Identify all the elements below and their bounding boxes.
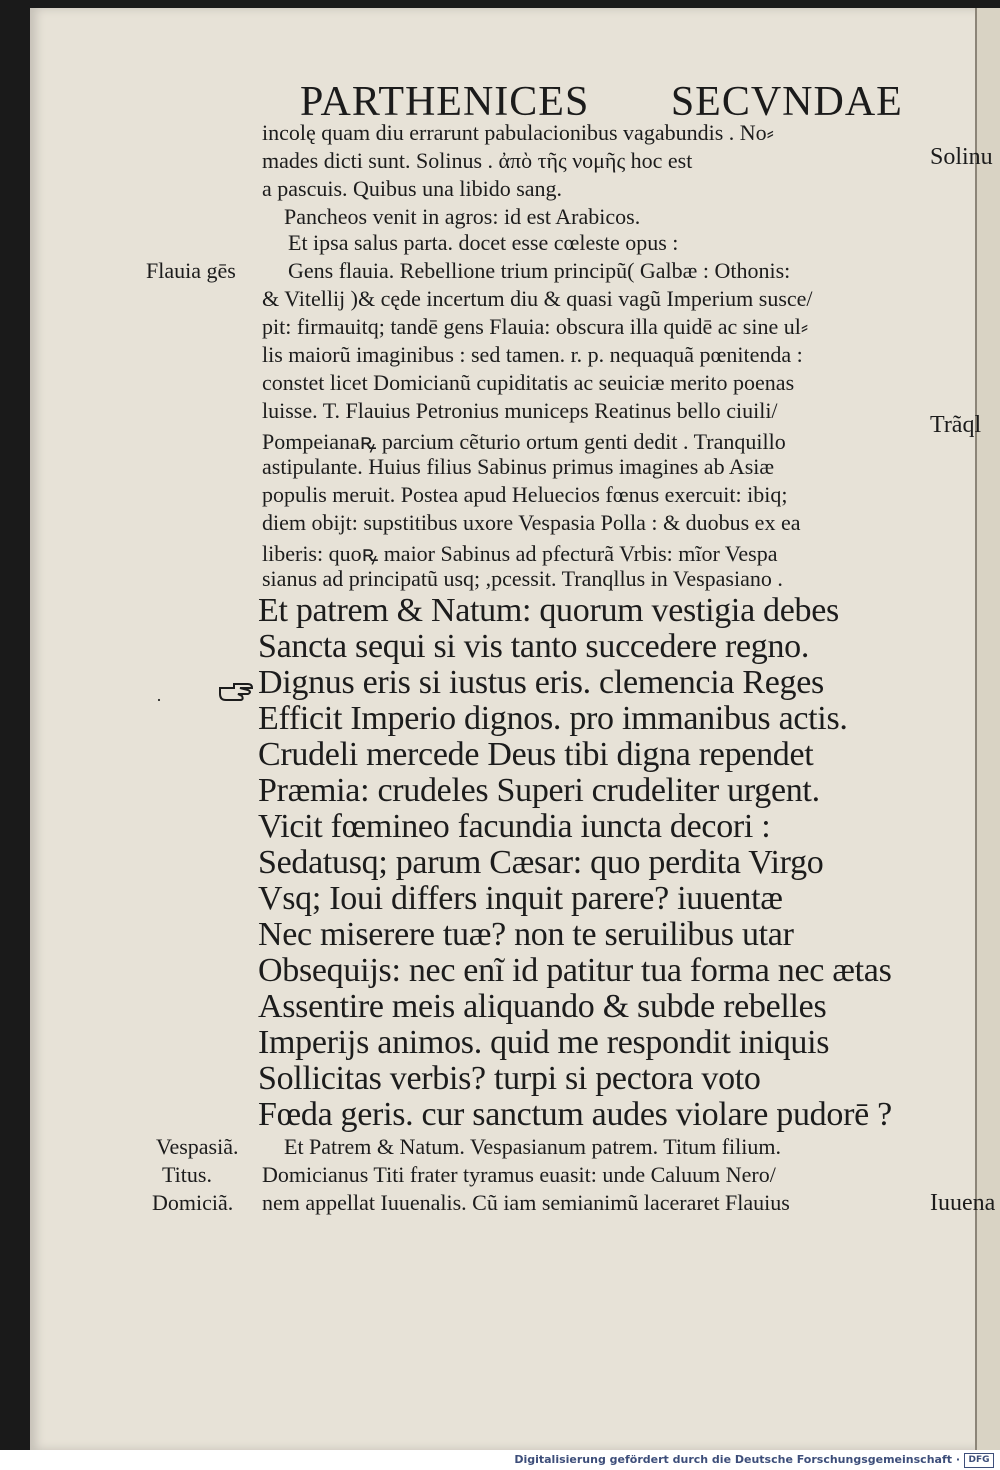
commentary-line: luisse. T. Flauius Petronius municeps Reatinus bello ciuili/ [262, 398, 778, 423]
commentary-line: Et Patrem & Natum. Vespasianum patrem. Titum filium. [284, 1134, 782, 1159]
verse-line: Dignus eris si iustus eris. clemencia Reges [258, 664, 824, 701]
margin-note-vespasia: Vespasiã. [156, 1134, 239, 1159]
commentary-line: mades dicti sunt. Solinus . ἀπὸ τῆς νομῆς hoc est [262, 148, 693, 173]
margin-note-iuuena: Iuuena [930, 1190, 996, 1216]
footer-text: Digitalisierung gefördert durch die Deutsche Forschungsgemeinschaft · [514, 1453, 960, 1466]
commentary-line: Pancheos venit in agros: id est Arabicos. [284, 204, 641, 229]
commentary-line: Gens flauia. Rebellione trium principũ( Galbæ : Othonis: [288, 258, 791, 283]
verse-line: Fœda geris. cur sanctum audes violare pudorē ? [258, 1096, 892, 1133]
commentary-line: diem obĳt: supstitibus uxore Vespasia Polla : & duobus ex ea [262, 510, 801, 535]
commentary-line: constet licet Domicianũ cupiditatis ac seuiciæ merito poenas [262, 370, 795, 395]
verse-line: Nec miserere tuæ? non te seruilibus utar [258, 916, 794, 953]
margin-note-titus: Titus. [162, 1162, 212, 1187]
manicule-icon [218, 678, 254, 706]
commentary-line: sianus ad principatũ usq; ,pcessit. Tranqllus in Vespasiano . [262, 566, 783, 591]
commentary-line: incolę quam diu errarunt pabulacionibus vagabundis . No⸗ [262, 120, 774, 145]
margin-dot: · [156, 690, 162, 710]
commentary-line: Domicianus Titi frater tyramus euasit: unde Caluum Nero/ [262, 1162, 776, 1187]
commentary-line: & Vitellĳ )& cęde incertum diu & quasi vagũ Imperium susce/ [262, 286, 813, 311]
header-word-2: SECVNDAE [670, 79, 903, 125]
verse-line: Vicit fœmineo facundia iuncta decori : [258, 808, 771, 845]
commentary-line: liberis: quoꝶ maior Sabinus ad pfecturã Vrbis: mĩor Vespa [262, 541, 778, 566]
running-header [300, 78, 903, 126]
verse-line: Efficit Imperio dignos. pro immanibus actis. [258, 700, 848, 737]
margin-note-flauia: Flauia gēs [146, 258, 236, 283]
dfg-logo: DFG [964, 1453, 994, 1468]
commentary-line: astipulante. Huius filius Sabinus primus imagines ab Asiæ [262, 454, 775, 479]
commentary-line: pit: firmauitq; tandē gens Flauia: obscura illa quidē ac sine ul⸗ [262, 314, 809, 339]
footer-bar [0, 1450, 1000, 1470]
verse-line: Et patrem & Natum: quorum vestigia debes [258, 592, 839, 629]
commentary-line: nem appellat Iuuenalis. Cũ iam semianimũ laceraret Flauius [262, 1190, 790, 1215]
margin-note-solinus: Solinu [930, 144, 993, 170]
verse-line: Obsequĳs: nec enĩ id patitur tua forma nec ætas [258, 952, 892, 989]
commentary-line: lis maiorũ imaginibus : sed tamen. r. p. nequaquã pœnitenda : [262, 342, 803, 367]
facing-page-edge [975, 8, 1000, 1450]
verse-line: Assentire meis aliquando & subde rebelles [258, 988, 827, 1025]
verse-line: Sollicitas verbis? turpi si pectora voto [258, 1060, 761, 1097]
verse-line: Vsq; Ioui differs inquit parere? iuuentæ [258, 880, 783, 917]
verse-line: Crudeli mercede Deus tibi digna rependet [258, 736, 814, 773]
commentary-line: a pascuis. Quibus una libido sang. [262, 176, 563, 201]
verse-line: Præmia: crudeles Superi crudeliter urgent. [258, 772, 820, 809]
verse-line: Imperĳs animos. quid me respondit iniquis [258, 1024, 830, 1061]
commentary-line: Et ipsa salus parta. docet esse cœleste opus : [288, 230, 679, 255]
verse-line: Sancta sequi si vis tanto succedere regno. [258, 628, 810, 665]
verse-line: Sedatusq; parum Cæsar: quo perdita Virgo [258, 844, 824, 881]
commentary-line: populis meruit. Postea apud Heluecios fœnus exercuit: ibiq; [262, 482, 788, 507]
margin-note-domicia: Domiciã. [152, 1190, 234, 1215]
margin-note-traql: Trãql [930, 412, 982, 438]
header-word-1: PARTHENICES [300, 79, 590, 125]
commentary-line: Pompeianaꝶ parcium cẽturio ortum genti dedit . Tranquillo [262, 429, 786, 454]
